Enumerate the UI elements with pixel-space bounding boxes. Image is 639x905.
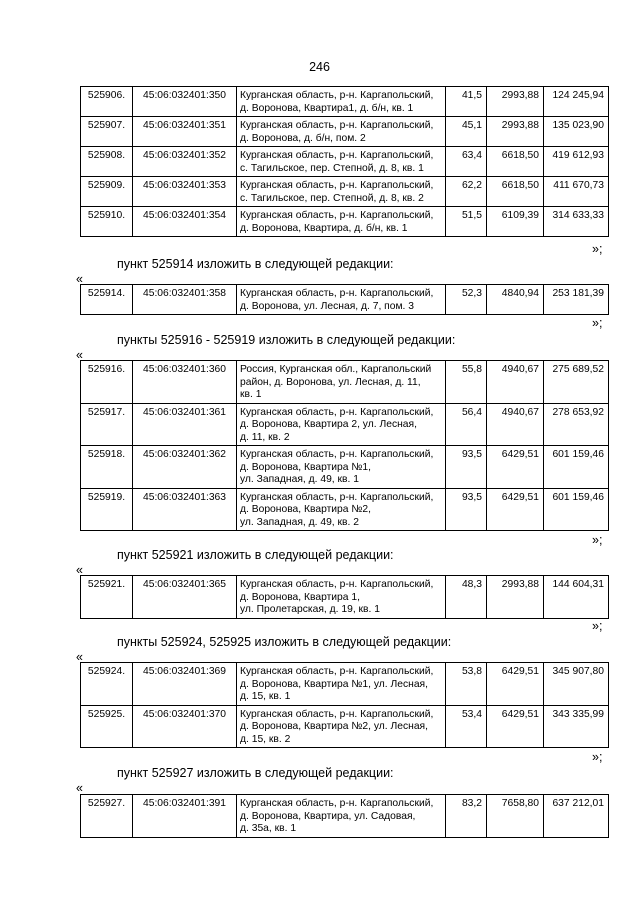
cadastral-number: 45:06:032401:361 xyxy=(133,403,237,446)
cadastral-number: 45:06:032401:362 xyxy=(133,446,237,489)
row-number: 525924. xyxy=(81,663,133,706)
total-value: 253 181,39 xyxy=(544,285,609,315)
total-value: 637 212,01 xyxy=(544,795,609,838)
address: Курганская область, р-н. Каргапольский, д. Воронова, Квартира №1, ул. Западная, д. 49, кв. 1 xyxy=(237,446,446,489)
opening-quote: « xyxy=(76,348,83,362)
address: Курганская область, р-н. Каргапольский, с. Тагильское, пер. Степной, д. 8, кв. 2 xyxy=(237,177,446,207)
table-row xyxy=(81,403,609,446)
total-value: 343 335,99 xyxy=(544,705,609,748)
row-number: 525909. xyxy=(81,177,133,207)
table-row xyxy=(81,488,609,531)
address: Курганская область, р-н. Каргапольский, д. Воронова, Квартира №2, ул. Лесная, д. 15, кв. 2 xyxy=(237,705,446,748)
table-row xyxy=(81,576,609,619)
unit-price: 6618,50 xyxy=(487,177,544,207)
register-table xyxy=(80,284,609,315)
row-number: 525910. xyxy=(81,207,133,237)
row-number: 525916. xyxy=(81,361,133,404)
row-number: 525917. xyxy=(81,403,133,446)
cadastral-number: 45:06:032401:360 xyxy=(133,361,237,404)
table-row xyxy=(81,705,609,748)
row-number: 525914. xyxy=(81,285,133,315)
area: 63,4 xyxy=(446,147,487,177)
unit-price: 4940,67 xyxy=(487,403,544,446)
unit-price: 6429,51 xyxy=(487,663,544,706)
opening-quote: « xyxy=(76,563,83,577)
register-table xyxy=(80,86,609,237)
address: Курганская область, р-н. Каргапольский, д. Воронова, Квартира 1, ул. Пролетарская, д. 19, кв. 1 xyxy=(237,576,446,619)
cadastral-number: 45:06:032401:358 xyxy=(133,285,237,315)
total-value: 411 670,73 xyxy=(544,177,609,207)
cadastral-number: 45:06:032401:353 xyxy=(133,177,237,207)
area: 53,4 xyxy=(446,705,487,748)
total-value: 144 604,31 xyxy=(544,576,609,619)
unit-price: 6429,51 xyxy=(487,705,544,748)
register-table xyxy=(80,575,609,619)
area: 53,8 xyxy=(446,663,487,706)
row-number: 525927. xyxy=(81,795,133,838)
row-number: 525919. xyxy=(81,488,133,531)
unit-price: 2993,88 xyxy=(487,576,544,619)
area: 51,5 xyxy=(446,207,487,237)
register-table xyxy=(80,360,609,531)
area: 93,5 xyxy=(446,488,487,531)
unit-price: 2993,88 xyxy=(487,117,544,147)
area: 83,2 xyxy=(446,795,487,838)
closing-quote: »; xyxy=(592,533,603,547)
table-row xyxy=(81,177,609,207)
total-value: 135 023,90 xyxy=(544,117,609,147)
address: Курганская область, р-н. Каргапольский, д. Воронова, ул. Лесная, д. 7, пом. 3 xyxy=(237,285,446,315)
table-row xyxy=(81,207,609,237)
unit-price: 4840,94 xyxy=(487,285,544,315)
table-row xyxy=(81,87,609,117)
cadastral-number: 45:06:032401:352 xyxy=(133,147,237,177)
address: Курганская область, р-н. Каргапольский, с. Тагильское, пер. Степной, д. 8, кв. 1 xyxy=(237,147,446,177)
cadastral-number: 45:06:032401:370 xyxy=(133,705,237,748)
address: Курганская область, р-н. Каргапольский, д. Воронова, Квартира 2, ул. Лесная, д. 11, кв. 2 xyxy=(237,403,446,446)
register-table xyxy=(80,794,609,838)
unit-price: 6429,51 xyxy=(487,446,544,489)
total-value: 314 633,33 xyxy=(544,207,609,237)
total-value: 419 612,93 xyxy=(544,147,609,177)
address: Курганская область, р-н. Каргапольский, д. Воронова, Квартира1, д. б/н, кв. 1 xyxy=(237,87,446,117)
opening-quote: « xyxy=(76,650,83,664)
table-row xyxy=(81,117,609,147)
unit-price: 6109,39 xyxy=(487,207,544,237)
address: Курганская область, р-н. Каргапольский, д. Воронова, Квартира №2, ул. Западная, д. 49, кв. 2 xyxy=(237,488,446,531)
register-table xyxy=(80,662,609,748)
area: 45,1 xyxy=(446,117,487,147)
total-value: 345 907,80 xyxy=(544,663,609,706)
row-number: 525921. xyxy=(81,576,133,619)
cadastral-number: 45:06:032401:354 xyxy=(133,207,237,237)
table-row xyxy=(81,285,609,315)
table-row xyxy=(81,147,609,177)
cadastral-number: 45:06:032401:365 xyxy=(133,576,237,619)
unit-price: 6618,50 xyxy=(487,147,544,177)
amendment-instruction: пункт 525914 изложить в следующей редакции: xyxy=(117,257,394,271)
area: 93,5 xyxy=(446,446,487,489)
unit-price: 7658,80 xyxy=(487,795,544,838)
row-number: 525907. xyxy=(81,117,133,147)
amendment-instruction: пункт 525927 изложить в следующей редакции: xyxy=(117,766,394,780)
cadastral-number: 45:06:032401:369 xyxy=(133,663,237,706)
closing-quote: »; xyxy=(592,316,603,330)
table-row xyxy=(81,795,609,838)
area: 52,3 xyxy=(446,285,487,315)
page-number: 246 xyxy=(309,60,330,74)
table-row xyxy=(81,663,609,706)
closing-quote: »; xyxy=(592,619,603,633)
opening-quote: « xyxy=(76,272,83,286)
closing-quote: »; xyxy=(592,242,603,256)
row-number: 525906. xyxy=(81,87,133,117)
area: 41,5 xyxy=(446,87,487,117)
cadastral-number: 45:06:032401:391 xyxy=(133,795,237,838)
cadastral-number: 45:06:032401:351 xyxy=(133,117,237,147)
row-number: 525925. xyxy=(81,705,133,748)
opening-quote: « xyxy=(76,781,83,795)
area: 62,2 xyxy=(446,177,487,207)
total-value: 275 689,52 xyxy=(544,361,609,404)
total-value: 278 653,92 xyxy=(544,403,609,446)
unit-price: 2993,88 xyxy=(487,87,544,117)
amendment-instruction: пункт 525921 изложить в следующей редакции: xyxy=(117,548,394,562)
table-row xyxy=(81,361,609,404)
row-number: 525908. xyxy=(81,147,133,177)
area: 48,3 xyxy=(446,576,487,619)
unit-price: 4940,67 xyxy=(487,361,544,404)
total-value: 124 245,94 xyxy=(544,87,609,117)
address: Курганская область, р-н. Каргапольский, д. Воронова, д. б/н, пом. 2 xyxy=(237,117,446,147)
cadastral-number: 45:06:032401:363 xyxy=(133,488,237,531)
area: 55,8 xyxy=(446,361,487,404)
address: Россия, Курганская обл., Каргапольский район, д. Воронова, ул. Лесная, д. 11, кв. 1 xyxy=(237,361,446,404)
cadastral-number: 45:06:032401:350 xyxy=(133,87,237,117)
amendment-instruction: пункты 525916 - 525919 изложить в следующей редакции: xyxy=(117,333,456,347)
amendment-instruction: пункты 525924, 525925 изложить в следующей редакции: xyxy=(117,635,452,649)
address: Курганская область, р-н. Каргапольский, д. Воронова, Квартира, д. б/н, кв. 1 xyxy=(237,207,446,237)
total-value: 601 159,46 xyxy=(544,446,609,489)
unit-price: 6429,51 xyxy=(487,488,544,531)
area: 56,4 xyxy=(446,403,487,446)
closing-quote: »; xyxy=(592,750,603,764)
address: Курганская область, р-н. Каргапольский, д. Воронова, Квартира №1, ул. Лесная, д. 15, кв. 1 xyxy=(237,663,446,706)
row-number: 525918. xyxy=(81,446,133,489)
table-row xyxy=(81,446,609,489)
total-value: 601 159,46 xyxy=(544,488,609,531)
address: Курганская область, р-н. Каргапольский, д. Воронова, Квартира, ул. Садовая, д. 35а, кв. 1 xyxy=(237,795,446,838)
